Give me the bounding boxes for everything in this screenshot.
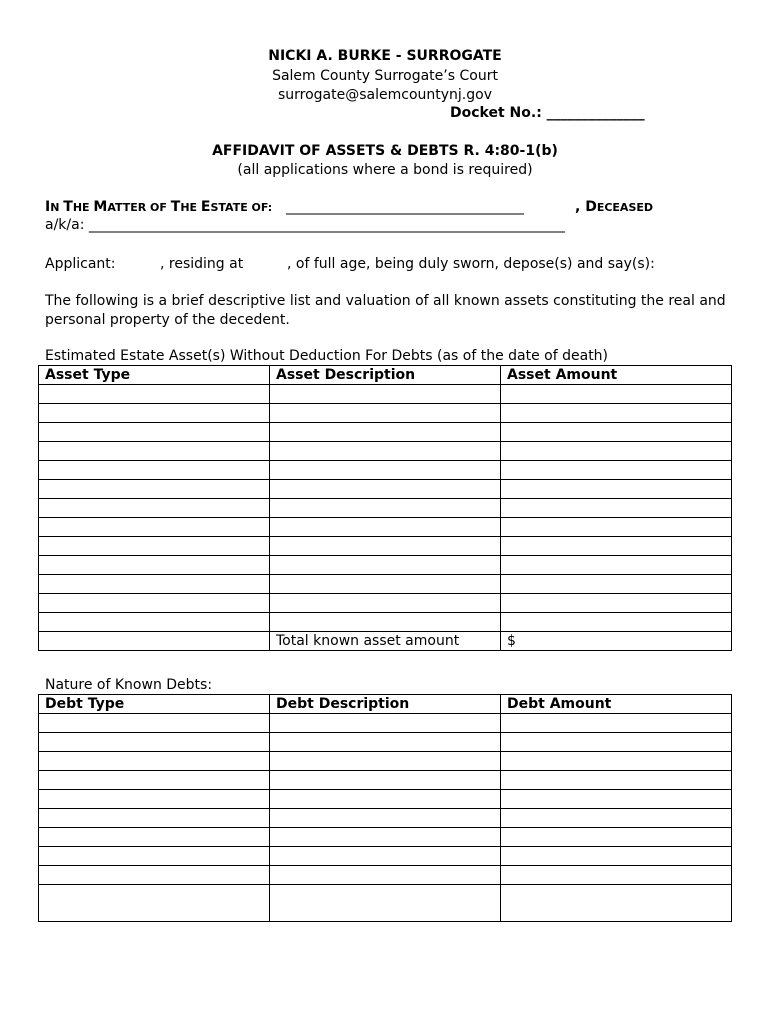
assets-table — [38, 365, 732, 651]
asset-amount-cell[interactable] — [501, 556, 732, 575]
form-title: AFFIDAVIT OF ASSETS & DEBTS R. 4:80-1(b) — [212, 143, 558, 159]
asset-description-cell[interactable] — [270, 518, 501, 537]
table-row — [39, 714, 732, 733]
table-row — [39, 866, 732, 885]
debt-type-cell[interactable] — [39, 771, 270, 790]
asset-amount-cell[interactable] — [501, 594, 732, 613]
debt-type-cell[interactable] — [39, 809, 270, 828]
table-row — [39, 828, 732, 847]
debt-description-cell[interactable] — [270, 828, 501, 847]
debt-amount-cell[interactable] — [501, 771, 732, 790]
asset-type-cell[interactable] — [39, 480, 270, 499]
debt-description-cell[interactable] — [270, 885, 501, 922]
debt-amount-cell[interactable] — [501, 847, 732, 866]
asset-type-cell[interactable] — [39, 461, 270, 480]
intro-line-1: The following is a brief descriptive list and valuation of all known assets constituting the real and — [45, 293, 726, 309]
asset-description-cell[interactable] — [270, 613, 501, 632]
total-asset-amount-field[interactable]: $ — [501, 632, 732, 651]
asset-type-cell[interactable] — [39, 518, 270, 537]
debts-table — [38, 694, 732, 922]
debt-type-cell[interactable] — [39, 733, 270, 752]
debts-header-row — [39, 695, 732, 714]
asset-type-cell[interactable] — [39, 423, 270, 442]
asset-description-cell[interactable] — [270, 404, 501, 423]
debt-amount-cell[interactable] — [501, 866, 732, 885]
table-row — [39, 771, 732, 790]
debt-description-cell[interactable] — [270, 733, 501, 752]
sworn-statement: , of full age, being duly sworn, depose(s) and say(s): — [287, 256, 655, 272]
table-row — [39, 518, 732, 537]
asset-amount-cell[interactable] — [501, 385, 732, 404]
asset-description-cell[interactable] — [270, 461, 501, 480]
court-email: surrogate@salemcountynj.gov — [277, 87, 492, 103]
debt-amount-cell[interactable] — [501, 885, 732, 922]
debt-type-header: Debt Type — [39, 695, 270, 714]
debt-description-cell[interactable] — [270, 714, 501, 733]
debt-amount-cell[interactable] — [501, 714, 732, 733]
assets-header-row — [39, 366, 732, 385]
total-asset-label: Total known asset amount — [270, 632, 501, 651]
table-row — [39, 847, 732, 866]
asset-description-cell[interactable] — [270, 480, 501, 499]
asset-description-cell[interactable] — [270, 385, 501, 404]
table-row — [39, 613, 732, 632]
table-row — [39, 442, 732, 461]
table-row — [39, 537, 732, 556]
asset-description-cell[interactable] — [270, 537, 501, 556]
asset-type-cell[interactable] — [39, 556, 270, 575]
debt-amount-cell[interactable] — [501, 809, 732, 828]
asset-type-cell[interactable] — [39, 385, 270, 404]
asset-description-cell[interactable] — [270, 556, 501, 575]
debt-description-header: Debt Description — [270, 695, 501, 714]
table-row — [39, 790, 732, 809]
debt-description-cell[interactable] — [270, 771, 501, 790]
table-row — [39, 385, 732, 404]
asset-type-cell[interactable] — [39, 575, 270, 594]
debt-type-cell[interactable] — [39, 714, 270, 733]
table-row — [39, 423, 732, 442]
asset-type-cell[interactable] — [39, 632, 270, 651]
debt-type-cell[interactable] — [39, 847, 270, 866]
table-row — [39, 885, 732, 922]
debt-amount-cell[interactable] — [501, 828, 732, 847]
table-row — [39, 480, 732, 499]
asset-amount-cell[interactable] — [501, 613, 732, 632]
asset-amount-cell[interactable] — [501, 461, 732, 480]
assets-caption: Estimated Estate Asset(s) Without Deduction For Debts (as of the date of death) — [45, 348, 609, 364]
residing-label: , residing at — [160, 256, 244, 272]
debt-amount-cell[interactable] — [501, 752, 732, 771]
asset-amount-cell[interactable] — [501, 423, 732, 442]
asset-type-cell[interactable] — [39, 594, 270, 613]
debts-caption: Nature of Known Debts: — [45, 677, 213, 693]
debt-amount-cell[interactable] — [501, 790, 732, 809]
deceased-label: , DECEASED — [575, 199, 654, 215]
asset-description-cell[interactable] — [270, 442, 501, 461]
debt-description-cell[interactable] — [270, 866, 501, 885]
docket-number-field[interactable]: Docket No.: ______________ — [450, 105, 645, 121]
asset-amount-cell[interactable] — [501, 518, 732, 537]
asset-amount-cell[interactable] — [501, 404, 732, 423]
debt-amount-header: Debt Amount — [501, 695, 732, 714]
debt-amount-cell[interactable] — [501, 733, 732, 752]
asset-amount-cell[interactable] — [501, 499, 732, 518]
asset-amount-cell[interactable] — [501, 537, 732, 556]
debt-description-cell[interactable] — [270, 847, 501, 866]
table-row — [39, 733, 732, 752]
debt-type-cell[interactable] — [39, 885, 270, 922]
intro-line-2: personal property of the decedent. — [45, 312, 290, 328]
table-row — [39, 575, 732, 594]
asset-amount-cell[interactable] — [501, 575, 732, 594]
form-subtitle: (all applications where a bond is required) — [237, 162, 533, 178]
asset-amount-cell[interactable] — [501, 442, 732, 461]
asset-description-cell[interactable] — [270, 423, 501, 442]
table-row — [39, 461, 732, 480]
asset-description-cell[interactable] — [270, 594, 501, 613]
assets-total-row — [39, 632, 732, 651]
table-row — [39, 404, 732, 423]
debt-type-cell[interactable] — [39, 828, 270, 847]
table-row — [39, 594, 732, 613]
debt-type-cell[interactable] — [39, 866, 270, 885]
table-row — [39, 556, 732, 575]
asset-type-header: Asset Type — [39, 366, 270, 385]
asset-amount-cell[interactable] — [501, 480, 732, 499]
asset-description-cell[interactable] — [270, 499, 501, 518]
applicant-label: Applicant: — [45, 256, 116, 272]
asset-description-header: Asset Description — [270, 366, 501, 385]
asset-type-cell[interactable] — [39, 499, 270, 518]
asset-type-cell[interactable] — [39, 537, 270, 556]
asset-description-cell[interactable] — [270, 575, 501, 594]
table-row — [39, 499, 732, 518]
court-name: Salem County Surrogate’s Court — [272, 68, 498, 84]
matter-label: IN THE MATTER OF THE ESTATE OF: — [45, 199, 273, 215]
debt-description-cell[interactable] — [270, 790, 501, 809]
decedent-name-field[interactable]: __________________________________ — [286, 199, 524, 215]
table-row — [39, 809, 732, 828]
table-row — [39, 752, 732, 771]
debt-description-cell[interactable] — [270, 752, 501, 771]
debt-description-cell[interactable] — [270, 809, 501, 828]
asset-type-cell[interactable] — [39, 613, 270, 632]
surrogate-name: NICKI A. BURKE - SURROGATE — [268, 48, 502, 64]
asset-amount-header: Asset Amount — [501, 366, 732, 385]
debt-type-cell[interactable] — [39, 790, 270, 809]
debt-type-cell[interactable] — [39, 752, 270, 771]
asset-type-cell[interactable] — [39, 442, 270, 461]
aka-field[interactable]: a/k/a: ____________________________________________________________________ — [45, 217, 565, 233]
asset-type-cell[interactable] — [39, 404, 270, 423]
